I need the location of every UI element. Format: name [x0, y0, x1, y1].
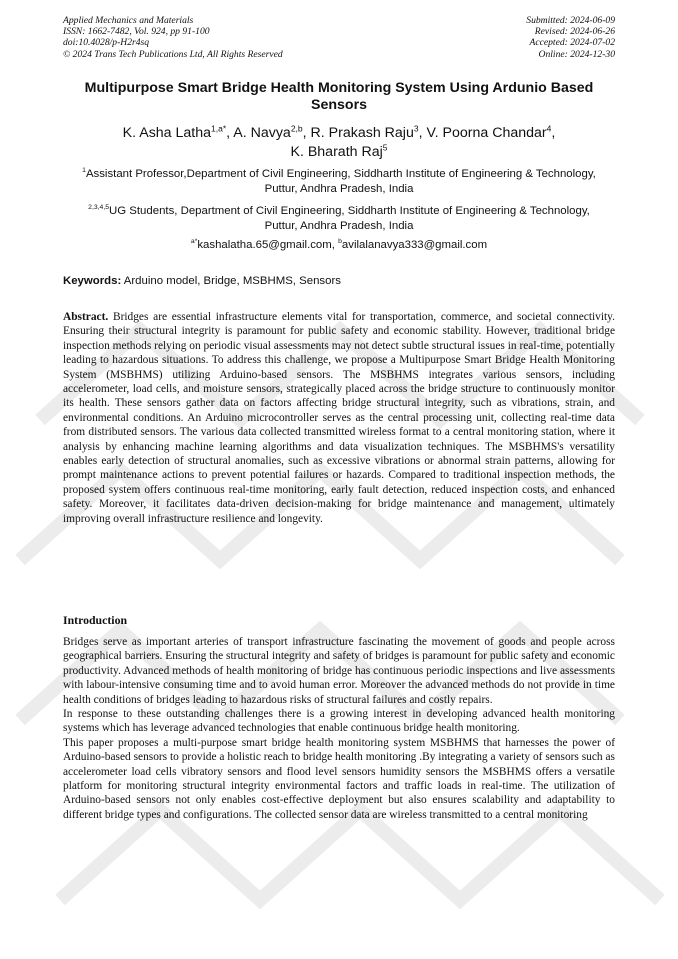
affiliation-sup: 1: [82, 167, 86, 175]
author-sup: 3: [413, 123, 419, 134]
doi[interactable]: doi:10.4028/p-H2r4sq: [63, 37, 150, 49]
author-sup: 4: [546, 123, 552, 134]
author-list: [63, 124, 615, 162]
author-sup: 2,b: [290, 123, 303, 134]
author-name: K. Asha Latha: [122, 125, 212, 141]
email-line: $^{a*}$kashalatha.65@gmail.com, $^b$avilalanavya333@gmail.com: [190, 238, 488, 251]
affiliation-text: UG Students, Department of Civil Engineering, Siddharth Institute of Engineering & Technology, Puttur, Andhra Pradesh, India: [109, 205, 590, 232]
abstract: [63, 310, 615, 526]
intro-paragraph: Bridges serve as important arteries of transport infrastructure fascinating the movement of goods and people across geographical barriers. Ensuring the structural integrity and safety of bridges is paramount for public safety and economic productivity. Advanced methods of health monitoring of bridge has continuous periodic inspections and live assessments with labour-intensive consuming time and to avoid human error. Moreover the advanced methods do not provide in time health conditions of bridges leading to hazardous risks of structural failures and costly repairs.: [63, 636, 615, 706]
journal-name: Applied Mechanics and Materials: [63, 15, 194, 26]
introduction-heading: Introduction: [63, 613, 128, 627]
affiliation-2: [78, 204, 600, 234]
author-separator: ,: [302, 125, 311, 141]
email-sup: b: [338, 238, 342, 246]
intro-paragraph: This paper proposes a multi-purpose smart bridge health monitoring system MSBHMS that harnesses the power of Arduino-based sensors to provide a holistic reach to bridge health monitoring .By integrating a variety of sensors such as accelerometer load cells vibratory sensors and flood level sensors humidity sensors the MSBHMS offers a versatile platform for monitoring structural integrity environmental factors and traffic loads in real-time. The utilization of Arduino-based sensors not only enables cost-effective deployment but also ensures scalability and adaptability to different bridge types and configurations. The collected sensor data are wireless transmitted to a central monitoring: [63, 736, 615, 821]
email-sup: a*: [190, 238, 198, 246]
keywords-label: Keywords:: [63, 275, 122, 287]
author-separator: ,: [226, 125, 234, 141]
author-name: R. Prakash Raju: [310, 125, 414, 141]
introduction-body: [63, 635, 615, 822]
submitted-date: Submitted: 2024-06-09: [526, 15, 615, 26]
email-address[interactable]: kashalatha.65@gmail.com: [197, 239, 332, 251]
revised-date: Revised: 2024-06-26: [534, 26, 615, 38]
journal-info: [63, 15, 283, 60]
abstract-text: Bridges are essential infrastructure elements vital for transportation, commerce, and societal connectivity. Ensuring their structural integrity is paramount for public safety and economic stability. However, traditional bridge inspection methods relying on periodic visual assessments may not detect subtle structural issues in real-time, potentially leading to hazardous situations. To address this challenge, we propose a Multipurpose Smart Bridge Health Monitoring System (MSBHMS) utilizing Arduino-based sensors. The MSBHMS integrates various sensors, including accelerometer, load cells, and moisture sensors, strategically placed across the bridge structure to continuously monitor its health. These sensors gather data on factors affecting bridge structural integrity, such as vibrations, strain, and environmental conditions. An Arduino microcontroller serves as the central processing unit, collecting real-time data from distributed sensors. The various data collected transmitted wireless format to a central monitoring station, where it analysis by enhancing machine learning algorithms and data visualization techniques. The MSBHMS's versatility enables early detection of structural anomalies, such as excessive vibrations or abnormal strain patterns, allowing for prompt maintenance actions to prevent potential failures or hazards. Compared to traditional inspection methods, the proposed system offers continuous real-time monitoring, early fault detection, reduced inspection costs, and enhanced safety. Moreover, it facilitates data-driven decision-making for bridge maintenance and management, ultimately improving overall infrastructure resilience and longevity.: [63, 311, 615, 525]
accepted-date: Accepted: 2024-07-02: [529, 37, 615, 49]
online-date: Online: 2024-12-30: [538, 48, 615, 60]
author-sup: 1,a*: [211, 123, 227, 134]
intro-paragraph: In response to these outstanding challenges there is a growing interest in developing advanced health monitoring systems which has leverage advanced technologies that enable continuous bridge health monitoring.: [63, 708, 615, 735]
author-name: K. Bharath Raj: [290, 144, 383, 160]
paper-title: Multipurpose Smart Bridge Health Monitoring System Using Ardunio Based Sensors: [84, 80, 594, 113]
affiliation-1: [78, 167, 600, 197]
copyright: © 2024 Trans Tech Publications Ltd, All Rights Reserved: [63, 48, 283, 60]
publication-dates: [526, 15, 615, 60]
keywords-line: [63, 275, 341, 287]
author-sup: 5: [382, 142, 388, 153]
affiliation-sup: 2,3,4,5: [88, 204, 110, 212]
author-separator: ,: [551, 125, 556, 141]
author-name: V. Poorna Chandar: [426, 125, 547, 141]
author-separator: ,: [418, 125, 427, 141]
issn: ISSN: 1662-7482, Vol. 924, pp 91-100: [63, 26, 210, 38]
abstract-label: Abstract.: [63, 311, 109, 323]
email-address[interactable]: avilalanavya333@gmail.com: [341, 239, 488, 251]
keywords-text: Arduino model, Bridge, MSBHMS, Sensors: [123, 275, 341, 287]
author-name: A. Navya: [233, 125, 291, 141]
affiliation-text: Assistant Professor,Department of Civil Engineering, Siddharth Institute of Engineering & Technology, Puttur, Andhra Pradesh, India: [85, 168, 596, 195]
